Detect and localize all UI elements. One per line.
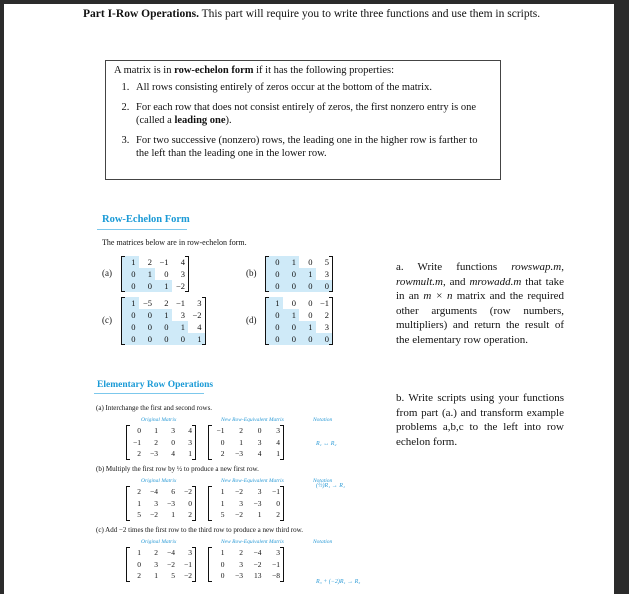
matrix-cell: −1 <box>175 298 185 308</box>
matrix-cell: 3 <box>197 298 202 308</box>
matrix-cell: 0 <box>139 333 156 345</box>
matrix-cell: 6 <box>171 487 175 496</box>
matrix-cell: 3 <box>154 498 158 508</box>
matrix-cell: −2 <box>167 559 175 569</box>
matrix-cell: −2 <box>175 281 185 291</box>
matrix-cell: 2 <box>154 437 158 447</box>
property-list <box>118 81 490 167</box>
column-header: Original Matrix <box>141 539 177 545</box>
matrix-cell: 0 <box>137 559 141 569</box>
matrix-cell: 1 <box>266 297 283 309</box>
matrix-cell: 0 <box>266 268 283 280</box>
matrix <box>209 425 283 460</box>
matrix-cell: 4 <box>197 322 202 332</box>
property-item: 2. For each row that does not consist entirely of zeros, the first nonzero entry is one (called a leading one). <box>132 101 490 127</box>
matrix-cell: 0 <box>164 269 169 279</box>
matrix-cell: −1 <box>159 257 169 267</box>
matrix-cell: 5 <box>220 510 225 519</box>
matrix <box>209 486 283 521</box>
matrix-cell: 1 <box>220 487 225 496</box>
matrix-cell: 1 <box>154 426 158 435</box>
matrix-cell: −4 <box>253 548 262 557</box>
ref-heading-underline <box>97 229 187 230</box>
matrix-cell: −1 <box>184 559 192 569</box>
matrix-cell: 1 <box>155 309 172 321</box>
matrix-cell: −1 <box>272 487 280 496</box>
matrix-cell: 0 <box>316 280 333 292</box>
matrix-cell: 1 <box>220 548 225 557</box>
column-header: Notation <box>313 417 333 423</box>
matrix-cell: 0 <box>171 437 175 447</box>
matrix-cell: 2 <box>137 487 141 496</box>
matrix-cell: 2 <box>239 548 243 557</box>
matrix-cell: 0 <box>220 437 225 447</box>
matrix-cell: 0 <box>220 571 225 580</box>
matrix <box>127 425 195 460</box>
bracket-right <box>329 256 333 292</box>
property-item: 1. All rows consisting entirely of zeros occur at the bottom of the matrix. <box>132 81 490 94</box>
matrix-cell: 0 <box>220 559 225 569</box>
matrix-cell: 1 <box>188 333 205 345</box>
matrix-cell: 1 <box>122 256 139 268</box>
matrix-cell: 0 <box>122 309 139 321</box>
notation: R₃ + (−2)R₁ → R₃ <box>316 579 361 585</box>
column-header: Original Matrix <box>141 478 177 484</box>
matrix-cell: 3 <box>180 310 185 320</box>
matrix-cell: −1 <box>319 298 329 308</box>
matrix-cell: 1 <box>122 297 139 309</box>
example-label: (c) <box>102 315 112 325</box>
matrix-cell: −1 <box>133 437 141 447</box>
bracket-left <box>208 547 212 582</box>
matrix-cell: 0 <box>266 256 283 268</box>
part-intro: This part will require you to write three functions and use them in scripts. <box>198 8 541 20</box>
example-label: (a) <box>102 268 112 278</box>
column-header: Notation <box>313 478 333 484</box>
bracket-left <box>265 256 269 292</box>
matrix-cell: 0 <box>283 268 300 280</box>
matrix-cell: 0 <box>139 309 156 321</box>
matrix-cell: 2 <box>147 257 152 267</box>
matrix-cell: 2 <box>324 310 329 320</box>
bracket-right <box>185 256 189 292</box>
matrix-cell: 0 <box>299 280 316 292</box>
matrix-cell: 1 <box>283 309 300 321</box>
matrix-cell: 3 <box>188 437 192 447</box>
matrix-cell: 3 <box>239 498 243 508</box>
matrix-cell: −2 <box>235 510 243 519</box>
matrix-cell: −2 <box>150 510 158 519</box>
matrix-cell: 0 <box>266 280 283 292</box>
matrix-cell: 0 <box>266 333 283 345</box>
matrix-cell: 2 <box>164 298 169 308</box>
matrix-cell: 0 <box>155 333 172 345</box>
matrix-cell: 1 <box>283 256 300 268</box>
matrix-cell: 3 <box>257 437 262 447</box>
example-label: (b) <box>246 268 257 278</box>
matrix-cell: 2 <box>154 548 158 557</box>
matrix-cell: 0 <box>308 310 313 320</box>
part-title: Part I-Row Operations. <box>83 8 199 20</box>
matrix <box>127 547 195 582</box>
matrix-cell: 0 <box>266 309 283 321</box>
ref-caption: The matrices below are in row-echelon form. <box>102 238 247 247</box>
task-a: a. Write functions rowswap.m, rowmult.m, and mrowadd.m that take in an m × n matrix and the required other arguments (row numbers, multipliers) and return the result of the elementary row operation. <box>396 261 564 346</box>
matrix <box>266 297 332 345</box>
matrix-cell: 0 <box>308 298 313 308</box>
bracket-right <box>280 547 284 582</box>
matrix-cell: −8 <box>272 571 280 580</box>
bracket-right <box>192 486 196 521</box>
matrix-cell: 0 <box>283 333 300 345</box>
definition-box <box>105 60 501 180</box>
matrix-cell: −1 <box>216 426 225 435</box>
matrix-cell: 5 <box>171 571 175 580</box>
document-page <box>4 4 614 594</box>
matrix-cell: 2 <box>239 426 243 435</box>
matrix-cell: 3 <box>324 322 329 332</box>
matrix <box>209 547 283 582</box>
column-header: New Row-Equivalent Matrix <box>221 539 284 545</box>
matrix-cell: −2 <box>235 487 243 496</box>
matrix-cell: 1 <box>155 280 172 292</box>
ero-heading-underline <box>94 393 204 394</box>
bracket-right <box>329 297 333 345</box>
matrix-cell: 1 <box>154 571 158 580</box>
matrix-cell: −3 <box>253 498 262 508</box>
matrix-cell: 0 <box>299 333 316 345</box>
matrix-cell: −5 <box>142 298 152 308</box>
matrix-cell: 2 <box>137 449 141 458</box>
op-description: (a) Interchange the first and second rows. <box>96 404 213 412</box>
matrix-cell: 2 <box>220 449 225 458</box>
matrix <box>266 256 332 292</box>
matrix-cell: 4 <box>276 437 280 447</box>
matrix-cell: 3 <box>324 269 329 279</box>
matrix-cell: −2 <box>253 559 262 569</box>
matrix-cell: 0 <box>122 280 139 292</box>
matrix-cell: 2 <box>188 510 192 519</box>
matrix-cell: 4 <box>188 426 192 435</box>
matrix-cell: −4 <box>150 487 158 496</box>
matrix-cell: 1 <box>276 449 280 458</box>
op-description: (c) Add −2 times the first row to the third row to produce a new third row. <box>96 526 304 534</box>
matrix <box>122 297 205 345</box>
column-header: New Row-Equivalent Matrix <box>221 417 284 423</box>
matrix-cell: 0 <box>139 280 156 292</box>
matrix-cell: 1 <box>299 321 316 333</box>
matrix-cell: 0 <box>291 298 296 308</box>
matrix-cell: 3 <box>276 426 280 435</box>
matrix-cell: 3 <box>171 426 175 435</box>
matrix-cell: 1 <box>139 268 156 280</box>
matrix-cell: 1 <box>239 437 243 447</box>
matrix-cell: −3 <box>235 449 243 458</box>
matrix-cell: −1 <box>272 559 280 569</box>
bracket-right <box>192 425 196 460</box>
matrix-cell: −3 <box>167 498 175 508</box>
matrix-cell: −3 <box>235 571 243 580</box>
matrix-cell: 0 <box>276 498 280 508</box>
column-header: New Row-Equivalent Matrix <box>221 478 284 484</box>
ero-heading: Elementary Row Operations <box>97 380 214 390</box>
bracket-left <box>126 486 130 521</box>
op-description: (b) Multiply the first row by ½ to produce a new first row. <box>96 465 259 473</box>
matrix-cell: 0 <box>122 268 139 280</box>
column-header: Notation <box>313 539 333 545</box>
matrix-cell: 0 <box>266 321 283 333</box>
matrix-cell: 0 <box>283 280 300 292</box>
bracket-left <box>208 425 212 460</box>
column-header: Original Matrix <box>141 417 177 423</box>
bracket-left <box>126 425 130 460</box>
matrix-cell: 3 <box>188 548 192 557</box>
matrix-cell: 1 <box>172 321 189 333</box>
bracket-left <box>121 297 125 345</box>
bracket-left <box>126 547 130 582</box>
matrix-cell: 1 <box>257 510 262 519</box>
example-label: (d) <box>246 315 257 325</box>
matrix-cell: 3 <box>239 559 243 569</box>
matrix-cell: −2 <box>184 571 192 580</box>
matrix-cell: 0 <box>122 321 139 333</box>
bracket-right <box>280 486 284 521</box>
definition-intro: A matrix is in row-echelon form if it has the following properties: <box>114 65 395 76</box>
matrix-cell: 0 <box>172 333 189 345</box>
matrix-cell: 3 <box>180 269 185 279</box>
matrix-cell: 2 <box>137 571 141 580</box>
matrix-cell: 0 <box>257 426 262 435</box>
matrix-cell: −2 <box>184 487 192 496</box>
matrix-cell: 5 <box>137 510 141 519</box>
bracket-left <box>121 256 125 292</box>
matrix-cell: 0 <box>308 257 313 267</box>
notation: R₁ ↔ R₂ <box>316 441 337 447</box>
matrix-cell: 3 <box>257 487 262 496</box>
matrix-cell: 1 <box>220 498 225 508</box>
matrix <box>127 486 195 521</box>
matrix <box>122 256 188 292</box>
notation: (½)R₁ → R₁ <box>316 483 345 489</box>
matrix-cell: 1 <box>137 548 141 557</box>
bracket-left <box>208 486 212 521</box>
bracket-left <box>265 297 269 345</box>
matrix-cell: 1 <box>171 510 175 519</box>
matrix-cell: 4 <box>257 449 262 458</box>
matrix-cell: 0 <box>137 426 141 435</box>
matrix-cell: 4 <box>180 257 185 267</box>
matrix-cell: 0 <box>122 333 139 345</box>
bracket-right <box>202 297 206 345</box>
matrix-cell: 1 <box>299 268 316 280</box>
matrix-cell: 2 <box>276 510 280 519</box>
matrix-cell: 0 <box>283 321 300 333</box>
matrix-cell: 0 <box>316 333 333 345</box>
task-b: b. Write scripts using your functions from part (a.) and transform example problems a,b,c to the left into row echelon form. <box>396 392 564 448</box>
matrix-cell: 5 <box>324 257 329 267</box>
matrix-cell: 3 <box>154 559 158 569</box>
bracket-right <box>192 547 196 582</box>
matrix-cell: 0 <box>188 498 192 508</box>
matrix-cell: 1 <box>137 498 141 508</box>
matrix-cell: 0 <box>139 321 156 333</box>
matrix-cell: −4 <box>167 548 175 557</box>
matrix-cell: −2 <box>192 310 202 320</box>
matrix-cell: 0 <box>155 321 172 333</box>
property-item: 3. For two successive (nonzero) rows, the leading one in the higher row is farther to the left than the leading one in the lower row. <box>132 134 490 160</box>
bracket-right <box>280 425 284 460</box>
matrix-cell: 13 <box>254 571 262 580</box>
matrix-cell: 3 <box>276 548 280 557</box>
matrix-cell: 4 <box>171 449 175 458</box>
matrix-cell: −3 <box>150 449 158 458</box>
matrix-cell: 1 <box>188 449 192 458</box>
part-header <box>83 7 553 22</box>
ref-heading: Row-Echelon Form <box>102 214 190 225</box>
